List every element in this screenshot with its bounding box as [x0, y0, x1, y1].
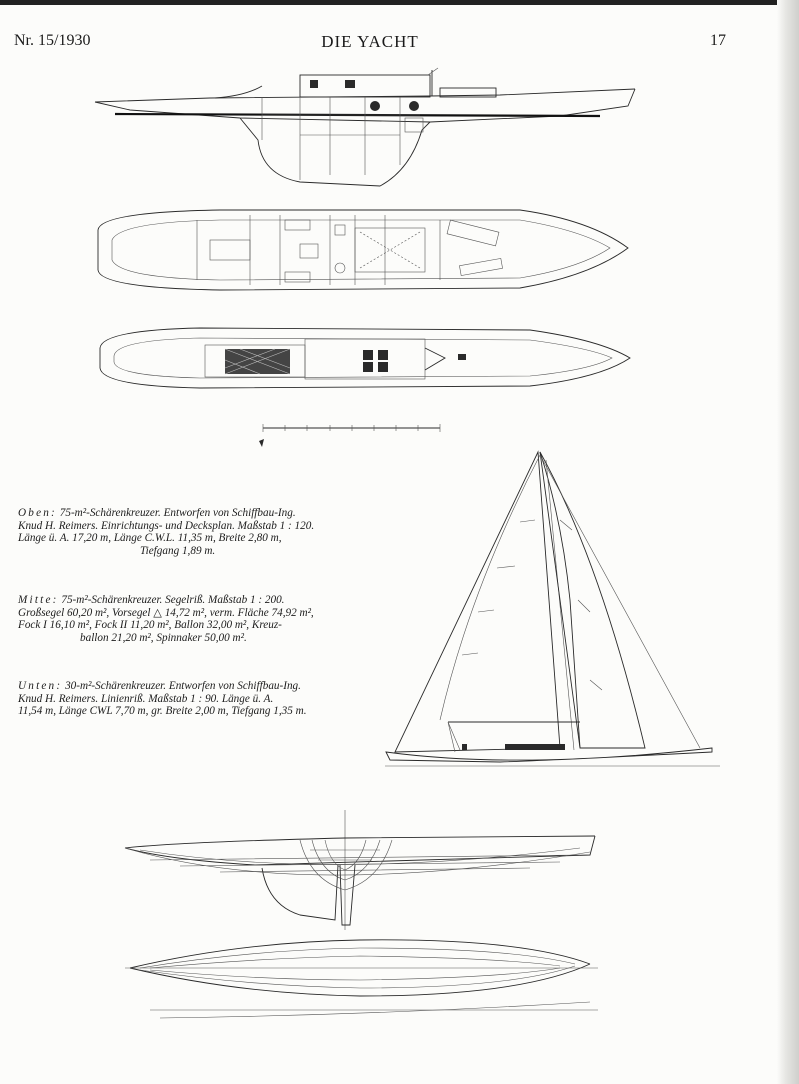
page-number: 17 [710, 32, 726, 49]
accommodation-plan-drawing [98, 210, 628, 290]
caption-top [18, 507, 358, 557]
caption-top-line4: Tiefgang 1,89 m. [140, 544, 216, 557]
caption-middle-line2: Großsegel 60,20 m², Vorsegel △ 14,72 m², verm. Fläche 74,92 m², [18, 606, 314, 619]
caption-top-line2: Knud H. Reimers. Einrichtungs- und Decksplan. Maßstab 1 : 120. [18, 519, 315, 532]
lines-plan-drawing [125, 810, 598, 1018]
caption-top-line3: Länge ü. A. 17,20 m, Länge C.W.L. 11,35 m, Breite 2,80 m, [18, 532, 282, 545]
caption-bottom-line3: 11,54 m, Länge CWL 7,70 m, gr. Breite 2,00 m, Tiefgang 1,35 m. [18, 705, 307, 718]
caption-bottom-line2: Knud H. Reimers. Linienriß. Maßstab 1 : 90. Länge ü. A. [18, 692, 274, 705]
caption-top-lead: Oben: [18, 507, 57, 519]
caption-middle-line3: Fock I 16,10 m², Fock II 11,20 m², Ballon 32,00 m², Kreuz- [18, 619, 282, 632]
deck-plan-drawing [100, 328, 630, 388]
caption-bottom [18, 680, 358, 718]
profile-section-drawing [95, 68, 635, 186]
caption-top-line1: 75-m²-Schärenkreuzer. Entworfen von Schiffbau-Ing. [59, 507, 296, 519]
issue-number: Nr. 15/1930 [14, 32, 91, 49]
caption-middle-line4: ballon 21,20 m², Spinnaker 50,00 m². [80, 631, 247, 644]
magazine-title: DIE YACHT [321, 32, 419, 51]
caption-middle-line1: 75-m²-Schärenkreuzer. Segelriß. Maßstab 1 : 200. [61, 594, 285, 606]
caption-bottom-line1: 30-m²-Schärenkreuzer. Entworfen von Schiffbau-Ing. [65, 680, 301, 692]
caption-bottom-lead: Unten: [18, 680, 63, 692]
caption-middle-lead: Mitte: [18, 594, 59, 606]
sail-plan-drawing [385, 452, 720, 766]
scale-bar [259, 424, 440, 447]
caption-middle [18, 594, 358, 644]
